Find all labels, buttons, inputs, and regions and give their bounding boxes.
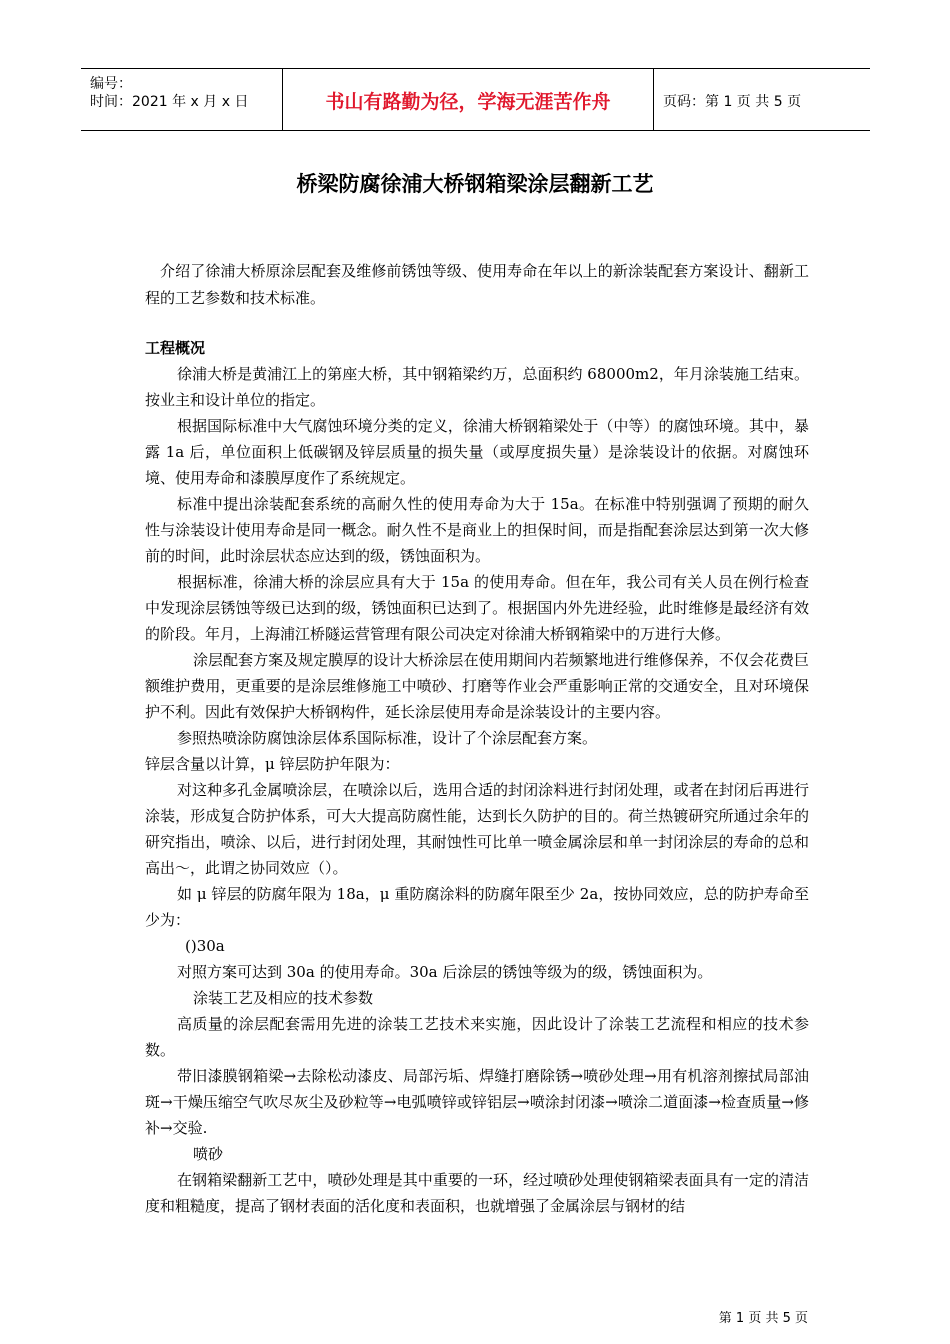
formula-line: ()30a	[185, 937, 225, 955]
body-paragraph: 根据标准，徐浦大桥的涂层应具有大于 15a 的使用寿命。但在年，我公司有关人员在例行检查中发现涂层锈蚀等级已达到的级，锈蚀面积已达到了。根据国内外先进经验，此时维修是最经济有效的阶段。年月，上海浦江桥隧运营管理有限公司决定对徐浦大桥钢箱梁中的万进行大修。	[145, 573, 809, 643]
abstract-paragraph: 介绍了徐浦大桥原涂层配套及维修前锈蚀等级、使用寿命在年以上的新涂装配套方案设计、翻新工程的工艺参数和技术标准。	[145, 262, 809, 307]
document-title: 桥梁防腐徐浦大桥钢箱梁涂层翻新工艺	[296, 172, 654, 196]
header-motto: 书山有路勤为径，学海无涯苦作舟	[325, 91, 611, 113]
page-footer: 第 1 页 共 5 页	[718, 1311, 808, 1326]
header-page-number: 页码：第 1 页 共 5 页	[663, 94, 802, 110]
body-paragraph: 涂层配套方案及规定膜厚的设计大桥涂层在使用期间内若频繁地进行维修保养，不仅会花费巨额维护费用，更重要的是涂层维修施工中喷砂、打磨等作业会严重影响正常的交通安全，且对环境保护不利。因此有效保护大桥钢构件，延长涂层使用寿命是涂装设计的主要内容。	[145, 651, 809, 721]
subsection-heading: 涂装工艺及相应的技术参数	[193, 989, 374, 1007]
subsection-heading: 喷砂	[193, 1145, 224, 1163]
body-paragraph: 高质量的涂层配套需用先进的涂装工艺技术来实施，因此设计了涂装工艺流程和相应的技术参数。	[145, 1015, 809, 1059]
body-paragraph: 参照热喷涂防腐蚀涂层体系国际标准，设计了个涂层配套方案。	[177, 729, 598, 747]
process-flow-paragraph: 带旧漆膜钢箱梁→去除松动漆皮、局部污垢、焊缝打磨除锈→喷砂处理→用有机溶剂擦拭局部油斑→干燥压缩空气吹尽灰尘及砂粒等→电弧喷锌或锌铝层→喷涂封闭漆→喷涂二道面漆→检查质量→修补→交验.	[145, 1067, 809, 1137]
page-header	[81, 68, 870, 131]
body-paragraph: 如 μ 锌层的防腐年限为 18a，μ 重防腐涂料的防腐年限至少 2a，按协同效应，总的防护寿命至少为：	[145, 885, 809, 929]
body-paragraph: 标准中提出涂装配套系统的高耐久性的使用寿命为大于 15a。在标准中特别强调了预期的耐久性与涂装设计使用寿命是同一概念。耐久性不是商业上的担保时间，而是指配套涂层达到第一次大修前的时间，此时涂层状态应达到的级，锈蚀面积为。	[145, 495, 809, 565]
document-time-label: 时间：2021 年 x 月 x 日	[90, 94, 249, 110]
body-paragraph: 徐浦大桥是黄浦江上的第座大桥，其中钢箱梁约万，总面积约 68000m2，年月涂装施工结束。按业主和设计单位的指定。	[145, 365, 809, 409]
body-paragraph: 根据国际标准中大气腐蚀环境分类的定义，徐浦大桥钢箱梁处于（中等）的腐蚀环境。其中，暴露 1a 后，单位面积上低碳钢及锌层质量的损失量（或厚度损失量）是涂装设计的依据。对腐蚀环境、使用寿命和漆膜厚度作了系统规定。	[145, 417, 809, 487]
document-number-label: 编号：	[90, 76, 132, 92]
section-heading: 工程概况	[145, 339, 206, 357]
header-page-cell	[654, 69, 870, 130]
header-meta-cell	[81, 69, 283, 130]
body-paragraph: 对这种多孔金属喷涂层，在喷涂以后，选用合适的封闭涂料进行封闭处理，或者在封闭后再进行涂装，形成复合防护体系，可大大提高防腐性能，达到长久防护的目的。荷兰热镀研究所通过余年的研究指出，喷涂、以后，进行封闭处理，其耐蚀性可比单一喷金属涂层和单一封闭涂层的寿命的总和高出～，此谓之协同效应（）。	[145, 781, 809, 877]
body-paragraph: 对照方案可达到 30a 的使用寿命。30a 后涂层的锈蚀等级为的级，锈蚀面积为。	[177, 963, 713, 981]
body-paragraph: 在钢箱梁翻新工艺中，喷砂处理是其中重要的一环，经过喷砂处理使钢箱梁表面具有一定的清洁度和粗糙度，提高了钢材表面的活化度和表面积，也就增强了金属涂层与钢材的结	[145, 1171, 809, 1215]
header-motto-cell	[283, 69, 654, 130]
body-paragraph: 锌层含量以计算，μ 锌层防护年限为：	[145, 755, 400, 773]
document-body	[145, 258, 809, 1219]
